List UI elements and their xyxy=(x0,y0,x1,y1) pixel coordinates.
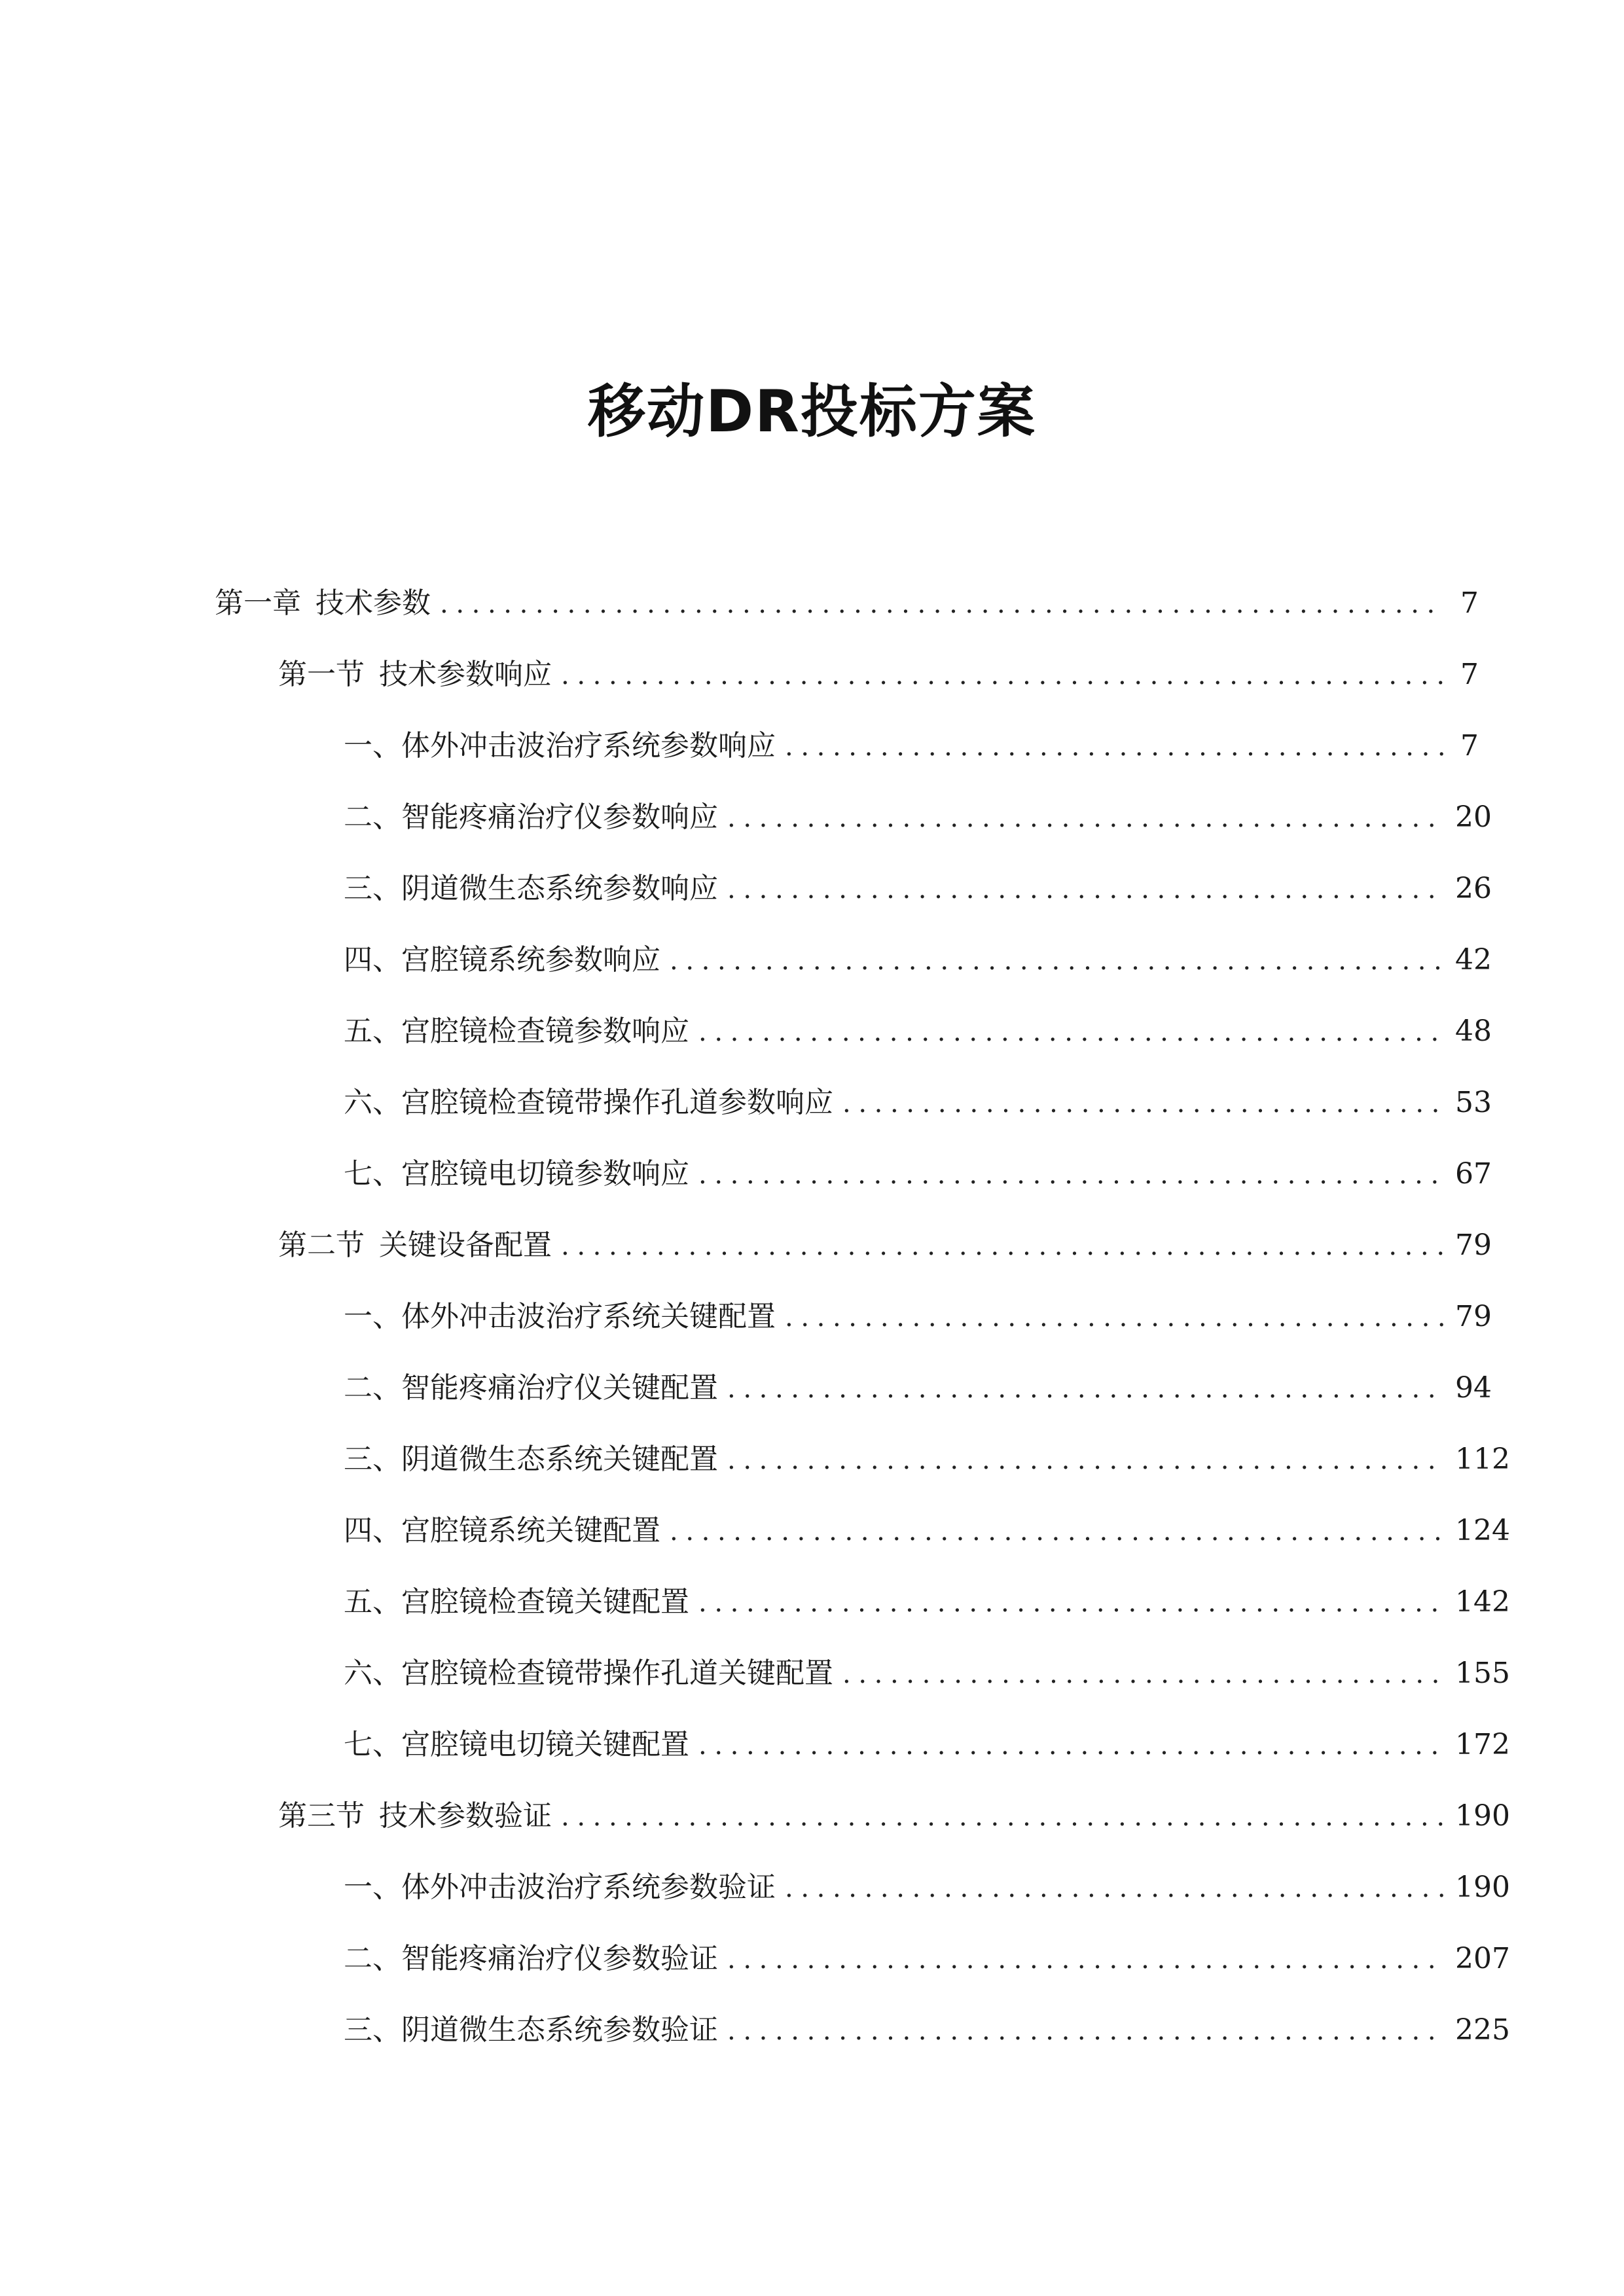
toc-entry-number: 五、 xyxy=(344,1014,401,1048)
toc-entry-number: 六、 xyxy=(344,1086,401,1119)
toc-entry-title: 宫腔镜检查镜参数响应 xyxy=(401,1014,689,1048)
toc-page-number: 7 xyxy=(1460,586,1479,620)
toc-dot-leader xyxy=(670,935,1445,987)
toc-entry-title: 智能疼痛治疗仪参数验证 xyxy=(401,1942,718,1975)
toc-entry-number: 三、 xyxy=(344,2013,401,2047)
toc-dot-leader xyxy=(842,1648,1445,1700)
toc-entry[interactable] xyxy=(344,1576,1510,1628)
toc-dot-leader xyxy=(727,792,1445,844)
toc-entry-number: 二、 xyxy=(344,1371,401,1405)
toc-entry-title: 阴道微生态系统关键配置 xyxy=(401,1443,718,1476)
toc-entry[interactable] xyxy=(344,1291,1492,1343)
toc-dot-leader xyxy=(698,1149,1445,1201)
toc-entry-title: 宫腔镜系统参数响应 xyxy=(401,943,660,977)
toc-entry-title: 宫腔镜检查镜带操作孔道参数响应 xyxy=(401,1086,833,1119)
toc-entry-title: 宫腔镜系统关键配置 xyxy=(401,1514,660,1547)
toc-dot-leader xyxy=(727,863,1445,916)
toc-entry-title: 宫腔镜检查镜带操作孔道关键配置 xyxy=(401,1657,833,1690)
toc-page-number: 42 xyxy=(1455,943,1492,977)
toc-entry-title: 宫腔镜电切镜关键配置 xyxy=(401,1728,689,1761)
toc-dot-leader xyxy=(785,1862,1445,1914)
toc-dot-leader xyxy=(698,1719,1445,1772)
toc-dot-leader xyxy=(842,1077,1445,1130)
toc-entry-number: 第一节 xyxy=(278,658,365,691)
toc-entry[interactable] xyxy=(344,1362,1492,1414)
toc-entry[interactable] xyxy=(344,1148,1492,1200)
toc-entry-number: 四、 xyxy=(344,1514,401,1547)
page-title: 移动DR投标方案 xyxy=(588,377,1036,445)
toc-entry[interactable] xyxy=(344,1719,1510,1771)
toc-entry[interactable] xyxy=(278,1790,1510,1842)
toc-entry-title: 关键设备配置 xyxy=(379,1229,552,1262)
toc-entry[interactable] xyxy=(344,1933,1510,1985)
toc-page-number: 207 xyxy=(1455,1942,1510,1975)
toc-entry-title: 体外冲击波治疗系统参数响应 xyxy=(401,729,776,762)
toc-page-number: 53 xyxy=(1455,1086,1492,1119)
toc-entry[interactable] xyxy=(344,1861,1510,1914)
toc-entry[interactable] xyxy=(215,577,1479,630)
toc-entry-number: 第二节 xyxy=(278,1229,365,1262)
toc-entry-number: 第三节 xyxy=(278,1799,365,1833)
toc-entry[interactable] xyxy=(344,2004,1510,2056)
toc-entry-title: 体外冲击波治疗系统参数验证 xyxy=(401,1871,776,1904)
toc-entry-title: 阴道微生态系统参数响应 xyxy=(401,872,718,905)
toc-entry-title: 宫腔镜检查镜关键配置 xyxy=(401,1585,689,1619)
toc-entry-number: 一、 xyxy=(344,1300,401,1333)
toc-entry-number: 五、 xyxy=(344,1585,401,1619)
toc-dot-leader xyxy=(561,1791,1445,1843)
toc-entry[interactable] xyxy=(344,1077,1492,1129)
toc-page-number: 67 xyxy=(1455,1157,1492,1191)
toc-entry-number: 六、 xyxy=(344,1657,401,1690)
toc-dot-leader xyxy=(698,1577,1445,1629)
toc-dot-leader xyxy=(727,2005,1445,2057)
toc-entry-title: 技术参数 xyxy=(316,586,431,620)
toc-dot-leader xyxy=(785,1291,1445,1344)
toc-entry[interactable] xyxy=(344,720,1479,772)
toc-dot-leader xyxy=(698,1006,1445,1058)
toc-dot-leader xyxy=(785,721,1445,773)
toc-entry[interactable] xyxy=(344,1505,1510,1557)
toc-dot-leader xyxy=(561,1220,1445,1272)
toc-entry-number: 一、 xyxy=(344,729,401,762)
toc-page-number: 190 xyxy=(1455,1871,1510,1904)
toc-entry-number: 七、 xyxy=(344,1157,401,1191)
toc-page-number: 7 xyxy=(1460,658,1479,691)
toc-entry[interactable] xyxy=(344,1647,1510,1700)
toc-entry[interactable] xyxy=(344,791,1492,844)
toc-dot-leader xyxy=(440,578,1445,630)
toc-entry-number: 七、 xyxy=(344,1728,401,1761)
toc-dot-leader xyxy=(727,1933,1445,1986)
toc-entry-title: 宫腔镜电切镜参数响应 xyxy=(401,1157,689,1191)
toc-entry-number: 一、 xyxy=(344,1871,401,1904)
toc-entry-number: 四、 xyxy=(344,943,401,977)
toc-entry-title: 阴道微生态系统参数验证 xyxy=(401,2013,718,2047)
toc-entry-number: 二、 xyxy=(344,1942,401,1975)
toc-dot-leader xyxy=(727,1434,1445,1486)
toc-page-number: 79 xyxy=(1455,1229,1492,1262)
toc-entry-number: 三、 xyxy=(344,1443,401,1476)
toc-dot-leader xyxy=(670,1505,1445,1558)
toc-page-number: 7 xyxy=(1460,729,1479,762)
toc-page-number: 94 xyxy=(1455,1371,1492,1405)
toc-page-number: 155 xyxy=(1455,1657,1510,1690)
toc-entry-title: 技术参数响应 xyxy=(379,658,552,691)
toc-entry[interactable] xyxy=(278,649,1479,701)
toc-page-number: 48 xyxy=(1455,1014,1492,1048)
toc-page-number: 124 xyxy=(1455,1514,1510,1547)
toc-entry-number: 三、 xyxy=(344,872,401,905)
toc-entry[interactable] xyxy=(344,863,1492,915)
toc-entry-title: 技术参数验证 xyxy=(379,1799,552,1833)
toc-entry-number: 二、 xyxy=(344,800,401,834)
toc-dot-leader xyxy=(727,1363,1445,1415)
toc-page-number: 79 xyxy=(1455,1300,1492,1333)
toc-entry-title: 智能疼痛治疗仪参数响应 xyxy=(401,800,718,834)
toc-entry[interactable] xyxy=(344,1433,1510,1486)
toc-page-number: 225 xyxy=(1455,2013,1510,2047)
toc-entry[interactable] xyxy=(344,1005,1492,1058)
toc-entry[interactable] xyxy=(278,1219,1492,1272)
toc-page-number: 112 xyxy=(1455,1443,1510,1476)
toc-entry-number: 第一章 xyxy=(215,586,301,620)
toc-entry-title: 体外冲击波治疗系统关键配置 xyxy=(401,1300,776,1333)
toc-page-number: 172 xyxy=(1455,1728,1510,1761)
toc-page-number: 190 xyxy=(1455,1799,1510,1833)
toc-entry-title: 智能疼痛治疗仪关键配置 xyxy=(401,1371,718,1405)
toc-page-number: 26 xyxy=(1455,872,1492,905)
toc-dot-leader xyxy=(561,649,1445,702)
toc-entry[interactable] xyxy=(344,934,1492,986)
toc-page-number: 142 xyxy=(1455,1585,1510,1619)
toc-page-number: 20 xyxy=(1455,800,1492,834)
